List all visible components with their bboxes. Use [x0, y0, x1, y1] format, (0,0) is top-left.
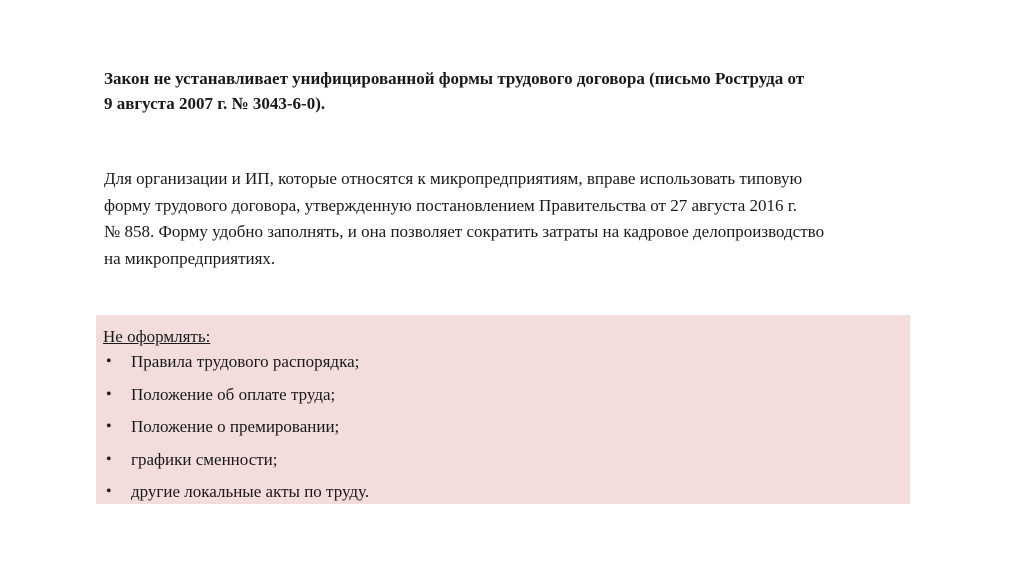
list-item: [96, 447, 910, 480]
list-item: [96, 479, 910, 512]
list-item-text: Положение о премировании;: [131, 417, 340, 436]
notice-list: [96, 349, 910, 512]
list-item: [96, 382, 910, 415]
paragraph-line: форму трудового договора, утвержденную постановлением Правительства от 27 августа 2016 г.: [104, 195, 798, 215]
body-paragraph: [104, 166, 934, 272]
heading-line: 9 августа 2007 г. № 3043-6-0).: [104, 94, 326, 113]
paragraph-line: Для организации и ИП, которые относятся к микропредприятиям, вправе использовать типовую: [104, 169, 803, 188]
list-item: [96, 349, 910, 382]
heading-line: Закон не устанавливает унифицированной формы трудового договора (письмо Роструда от: [104, 69, 805, 88]
paragraph-line: № 858. Форму удобно заполнять, и она позволяет сократить затраты на кадровое делопроизводство: [104, 222, 825, 241]
notice-box: [96, 315, 910, 504]
paragraph-line: на микропредприятиях.: [104, 248, 276, 268]
bullet-icon: •: [106, 385, 112, 403]
bullet-icon: •: [106, 483, 112, 500]
bullet-icon: •: [106, 450, 112, 468]
bullet-icon: •: [106, 418, 112, 435]
notice-title: Не оформлять:: [103, 327, 211, 346]
list-item-text: Положение об оплате труда;: [131, 384, 336, 404]
bullet-icon: •: [106, 353, 112, 370]
heading: [104, 66, 924, 116]
list-item: [96, 414, 910, 447]
list-item-text: другие локальные акты по труду.: [131, 482, 370, 501]
list-item-text: Правила трудового распорядка;: [131, 352, 360, 371]
list-item-text: графики сменности;: [131, 449, 278, 469]
